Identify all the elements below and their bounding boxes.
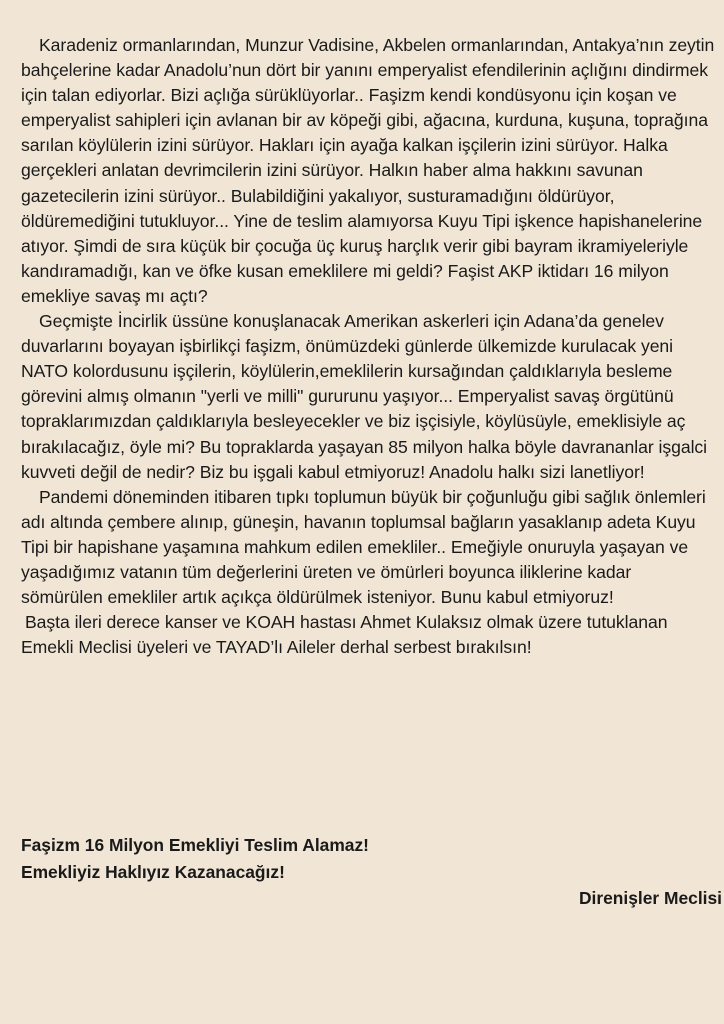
slogan-1: Faşizm 16 Milyon Emekliyi Teslim Alamaz!	[21, 835, 369, 855]
slogan-2: Emekliyiz Haklıyız Kazanacağız!	[21, 862, 285, 882]
signature: Direnişler Meclisi	[578, 888, 722, 908]
body-text	[21, 33, 716, 660]
paragraph-4: Başta ileri derece kanser ve KOAH hastası Ahmet Kulaksız olmak üzere tutuklanan Emekli Meclisi üyeleri ve TAYAD’lı Aileler derhal serbest bırakılsın!	[21, 612, 668, 658]
slogans	[21, 832, 701, 886]
paragraph-3: Pandemi döneminden itibaren tıpkı toplumun büyük bir çoğunluğu gibi sağlık önlemleri adı altında çembere alınıp, güneşin, havanın toplumsal bağların yasaklanıp adeta Kuyu Tipi bir hapishane yaşamına mahkum edilen emekliler.. Emeğiyle onuruyla yaşayan ve yaşadığımız vatanın tüm değerlerini üreten ve ömürleri boyunca iliklerine kadar sömürülen emekliler artık açıkça öldürülmek isteniyor. Bunu kabul etmiyoruz!	[21, 486, 706, 608]
paragraph-1: Karadeniz ormanlarından, Munzur Vadisine, Akbelen ormanlarından, Antakya’nın zeytin bahçelerine kadar Anadolu’nun dört bir yanını emperyalist efendilerinin açlığını dindirmek için talan ediyorlar. Bizi açlığa sürüklüyorlar.. Faşizm kendi kondüsyonu için koşan ve emperyalist sahipleri için avlanan bir av köpeği gibi, ağacına, kurduna, kuşuna, toprağına sarılan köylülerin izini sürüyor. Hakları için ayağa kalkan işçilerin izini sürüyor. Halka gerçekleri anlatan devrimcilerin izini sürüyor. Halkın haber alma hakkını savunan gazetecilerin izini sürüyor.. Bulabildiğini yakalıyor, susturamadığını öldürüyor, öldüremediğini tutukluyor... Yine de teslim alamıyorsa Kuyu Tipi işkence hapishanelerine atıyor. Şimdi de sıra küçük bir çocuğa üç kuruş harçlık verir gibi bayram ikramiyeleriyle kandıramadığı, kan ve öfke kusan emeklilere mi geldi? Faşist AKP iktidarı 16 milyon emekliye savaş mı açtı?	[21, 35, 715, 306]
paragraph-2: Geçmişte İncirlik üssüne konuşlanacak Amerikan askerleri için Adana’da genelev duvarlarını boyayan işbirlikçi faşizm, önümüzdeki günlerde ülkemizde kurulacak yeni NATO kolordusunu işçilerin, köylülerin,emeklilerin kursağından çaldıklarıyla besleme görevini almış olmanın "yerli ve milli" gururunu yaşıyor... Emperyalist savaş örgütünü topraklarımızdan çaldıklarıyla besleyecekler ve biz işçisiyle, köylüsüyle, emeklisiyle aç bırakılacağız, öyle mi? Bu topraklarda yaşayan 85 milyon halka böyle davrananlar işgalci kuvveti değil de nedir? Biz bu işgali kabul etmiyoruz! Anadolu halkı sizi lanetliyor!	[21, 311, 708, 482]
